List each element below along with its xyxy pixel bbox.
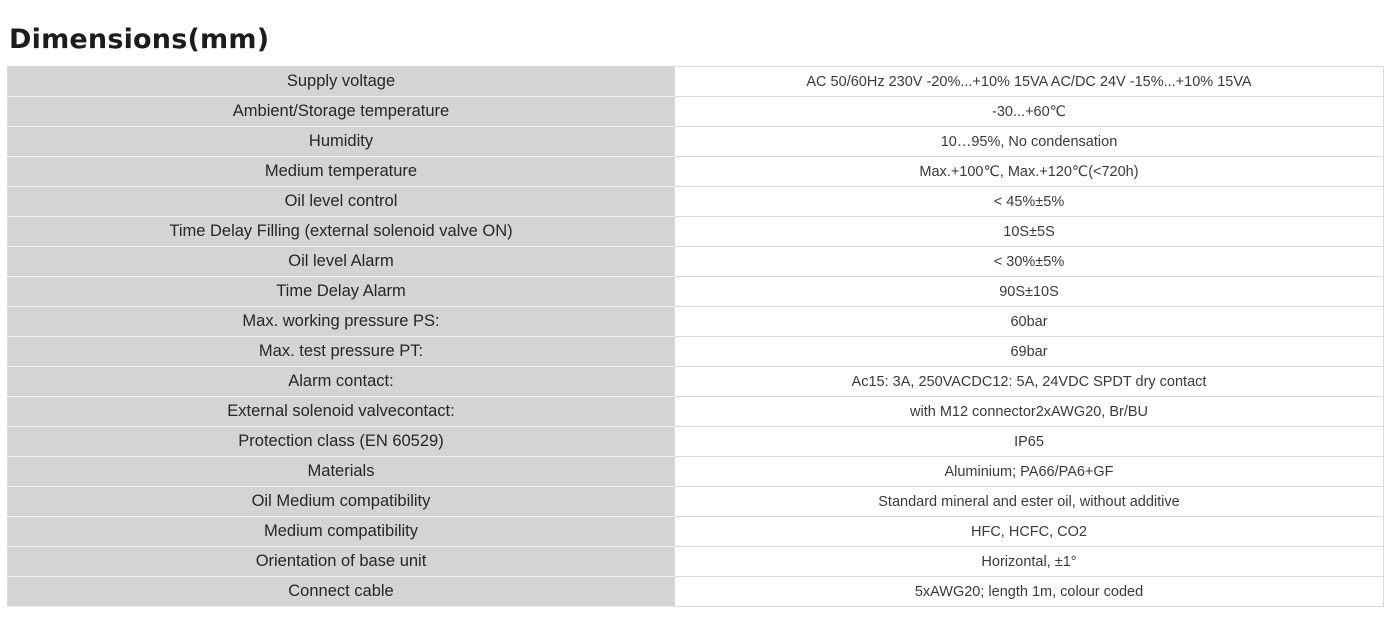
table-row [8,247,1384,277]
spec-value: 10S±5S [675,217,1384,247]
table-row [8,367,1384,397]
table-row [8,127,1384,157]
spec-value: IP65 [675,427,1384,457]
spec-value: 10…95%, No condensation [675,127,1384,157]
spec-label: Time Delay Filling (external solenoid valve ON) [8,217,675,247]
spec-label: Supply voltage [8,67,675,97]
spec-value: AC 50/60Hz 230V -20%...+10% 15VA AC/DC 24V -15%...+10% 15VA [675,67,1384,97]
spec-value: < 45%±5% [675,187,1384,217]
spec-label: Oil Medium compatibility [8,487,675,517]
spec-value: Aluminium; PA66/PA6+GF [675,457,1384,487]
table-row [8,457,1384,487]
spec-label: Humidity [8,127,675,157]
table-row [8,337,1384,367]
spec-label: Materials [8,457,675,487]
spec-label: Oil level Alarm [8,247,675,277]
spec-label: Max. working pressure PS: [8,307,675,337]
table-row [8,427,1384,457]
spec-table [7,66,1384,607]
table-row [8,307,1384,337]
spec-label: Medium compatibility [8,517,675,547]
spec-label: Connect cable [8,577,675,607]
table-row [8,397,1384,427]
spec-label: Alarm contact: [8,367,675,397]
spec-label: Oil level control [8,187,675,217]
spec-value: 5xAWG20; length 1m, colour coded [675,577,1384,607]
spec-table-body [8,67,1384,607]
spec-label: External solenoid valvecontact: [8,397,675,427]
table-row [8,217,1384,247]
spec-label: Max. test pressure PT: [8,337,675,367]
table-row [8,517,1384,547]
spec-value: HFC, HCFC, CO2 [675,517,1384,547]
table-row [8,157,1384,187]
table-row [8,577,1384,607]
table-row [8,67,1384,97]
spec-label: Time Delay Alarm [8,277,675,307]
table-row [8,97,1384,127]
page-title: Dimensions(mm) [9,24,270,55]
spec-label: Ambient/Storage temperature [8,97,675,127]
spec-label: Orientation of base unit [8,547,675,577]
spec-value: Standard mineral and ester oil, without additive [675,487,1384,517]
spec-label: Medium temperature [8,157,675,187]
table-row [8,187,1384,217]
spec-value: Horizontal, ±1° [675,547,1384,577]
spec-value: Ac15: 3A, 250VACDC12: 5A, 24VDC SPDT dry contact [675,367,1384,397]
spec-value: 90S±10S [675,277,1384,307]
table-row [8,547,1384,577]
table-row [8,487,1384,517]
spec-value: with M12 connector2xAWG20, Br/BU [675,397,1384,427]
spec-value: -30...+60℃ [675,97,1384,127]
spec-value: 69bar [675,337,1384,367]
spec-value: 60bar [675,307,1384,337]
spec-value: Max.+100℃, Max.+120℃(<720h) [675,157,1384,187]
table-row [8,277,1384,307]
spec-value: < 30%±5% [675,247,1384,277]
spec-label: Protection class (EN 60529) [8,427,675,457]
